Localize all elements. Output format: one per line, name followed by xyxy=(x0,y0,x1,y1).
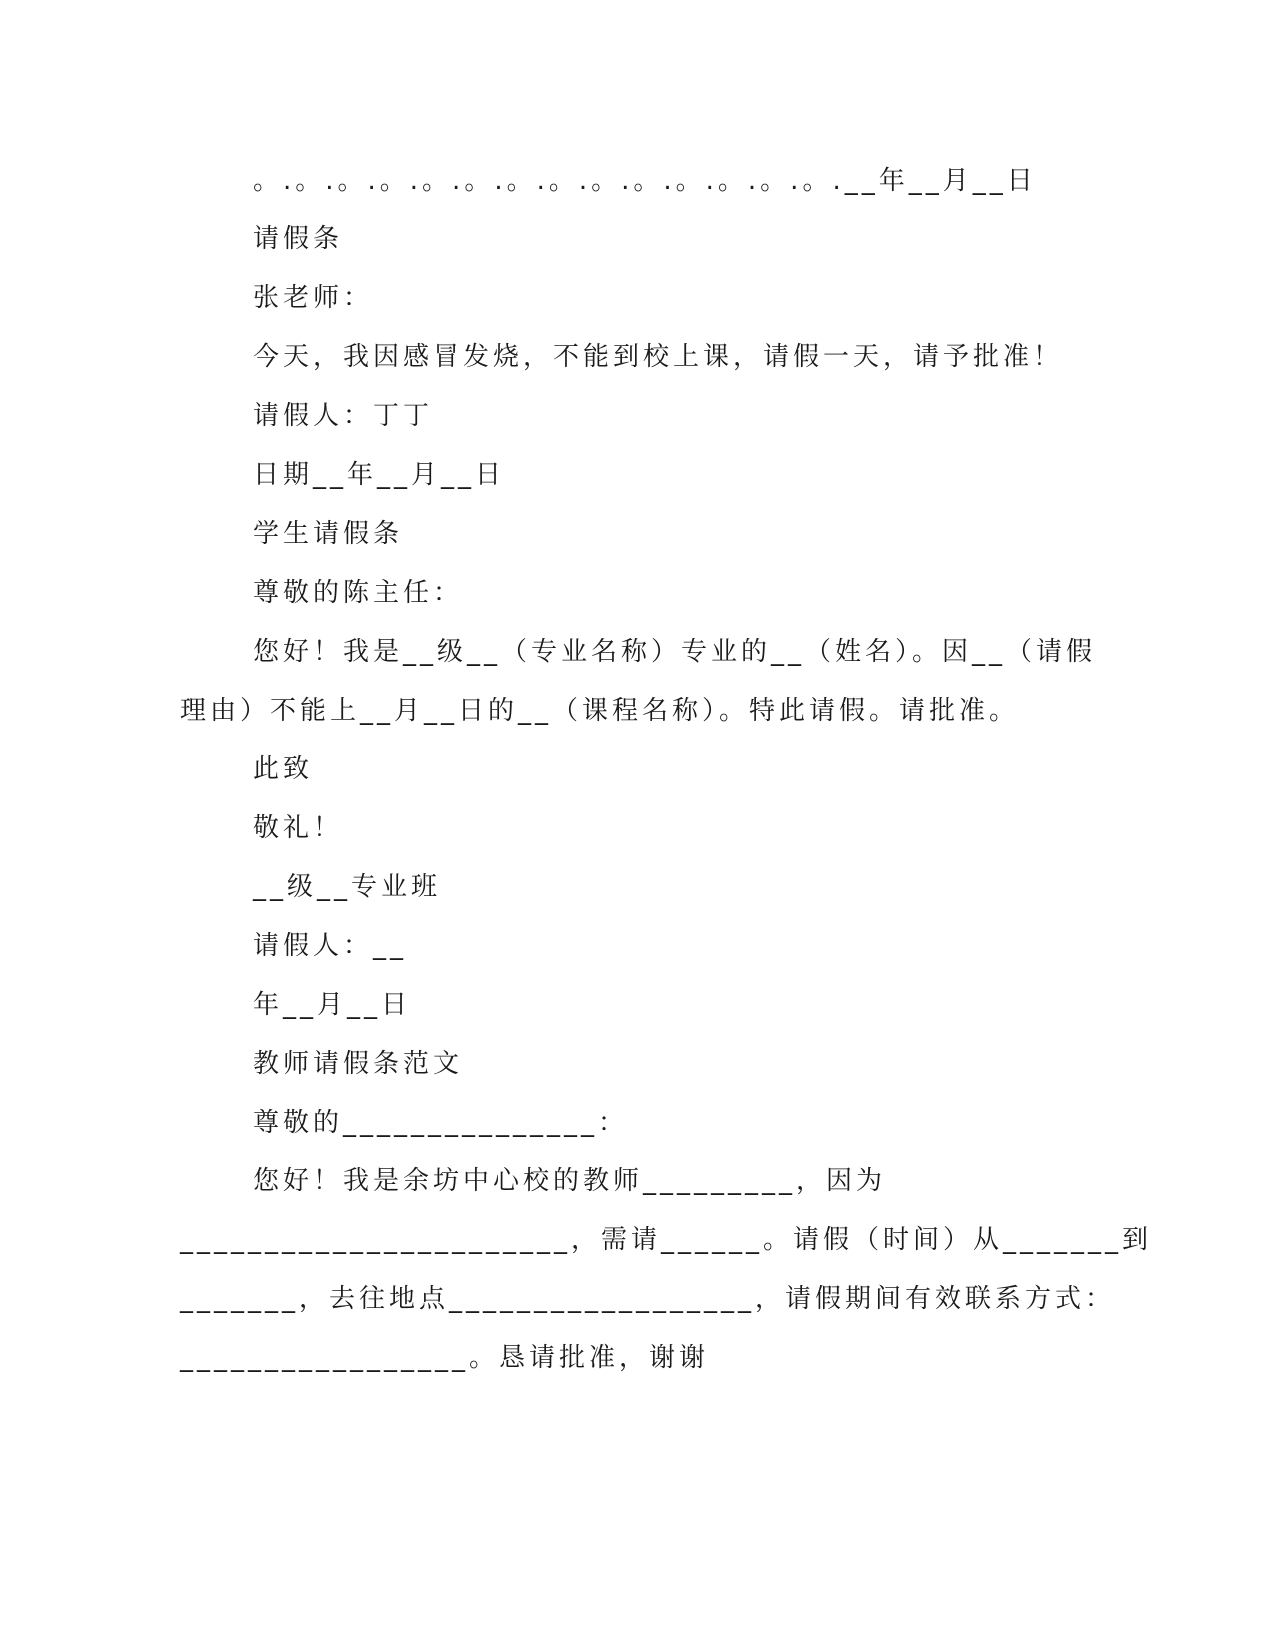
date-line: 日期__年__月__日 xyxy=(253,460,506,490)
section-title-teacher-leave-note: 教师请假条范文 xyxy=(253,1049,464,1079)
body-text-teacher-3: _______，去往地点__________________，请假期间有效联系方式： xyxy=(180,1284,1116,1314)
salutation-blank: 尊敬的_______________： xyxy=(253,1108,629,1138)
body-text-student-1: 您好！我是__级__（专业名称）专业的__（姓名）。因__（请假 xyxy=(253,637,1097,667)
applicant-blank: 请假人：__ xyxy=(253,931,408,961)
salutation-director-chen: 尊敬的陈主任： xyxy=(253,578,464,608)
salutation-teacher-zhang: 张老师： xyxy=(253,283,374,313)
body-text-student-2: 理由）不能上__月__日的__（课程名称）。特此请假。请批准。 xyxy=(180,696,1020,726)
body-text-sick-leave: 今天，我因感冒发烧，不能到校上课，请假一天，请予批准！ xyxy=(253,342,1064,372)
date-blank-line: 年__月__日 xyxy=(253,990,412,1020)
date-dotted-line: 。.。.。.。.。.。.。.。.。.。.。.。.。.。.__年__月__日 xyxy=(253,166,1037,196)
applicant-name: 请假人：丁丁 xyxy=(253,401,434,431)
section-title-leave-note: 请假条 xyxy=(253,224,344,254)
closing-cizhi: 此致 xyxy=(253,754,314,784)
body-text-teacher-2: _______________________，需请______。请假（时间）从_______到 xyxy=(180,1225,1153,1255)
closing-jingli: 敬礼！ xyxy=(253,813,344,843)
section-title-student-leave-note: 学生请假条 xyxy=(253,519,404,549)
body-text-teacher-4: _________________。恳请批准，谢谢 xyxy=(180,1343,710,1373)
body-text-teacher-1: 您好！我是余坊中心校的教师_________，因为 xyxy=(253,1166,887,1196)
class-line: __级__专业班 xyxy=(253,872,442,902)
